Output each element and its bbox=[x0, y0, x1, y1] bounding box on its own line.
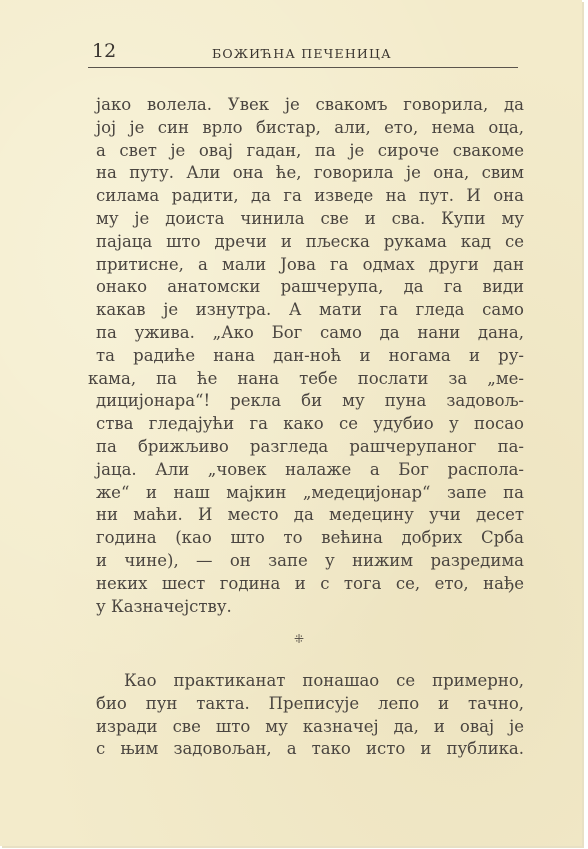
text-line: та радиће нана дан-ноћ и ногама и ру- bbox=[96, 345, 524, 365]
text-line: у Казначејству. bbox=[96, 596, 232, 616]
text-line: неких шест година и с тога се, ето, нађе bbox=[96, 573, 524, 593]
text-line: притисне, а мали Јова га одмах други дан bbox=[96, 254, 524, 274]
text-line: јако волела. Увек је свакомъ говорила, да bbox=[96, 95, 524, 114]
text-line: па брижљиво разгледа рашчерупаног па- bbox=[96, 436, 524, 456]
paragraph-1 bbox=[88, 94, 524, 618]
text-line: јој је син врло бистар, али, ето, нема оца, bbox=[96, 117, 524, 137]
text-line: био пун такта. Преписује лепо и тачно, bbox=[96, 693, 524, 713]
text-line: изради све што му казначеј да, и овај је bbox=[96, 716, 524, 736]
running-title: БОЖИЋНА ПЕЧЕНИЦА bbox=[212, 46, 392, 61]
text-line: и чине), — он запе у нижим разредима bbox=[96, 550, 524, 570]
text-line: јаца. Али „човек налаже а Бог распола- bbox=[96, 459, 524, 479]
text-line: с њим задовољан, а тако исто и публика. bbox=[96, 739, 524, 759]
section-separator-ornament: ⁜ bbox=[294, 632, 305, 646]
text-line: година (као што то већина добрих Срба bbox=[96, 528, 524, 548]
header-rule bbox=[88, 67, 518, 68]
text-line: а свет је овај гадан, па је сироче свакоме bbox=[96, 140, 524, 160]
text-line: какав је изнутра. А мати га гледа само bbox=[96, 300, 524, 320]
text-line: ни маћи. И место да медецину учи десет bbox=[96, 505, 524, 525]
page-number: 12 bbox=[92, 40, 117, 62]
text-line: же“ и наш мајкин „медецијонар“ запе па bbox=[96, 482, 524, 502]
text-line: Као практиканат понашао се примерно, bbox=[124, 671, 524, 690]
text-line: па ужива. „Ако Бог само да нани дана, bbox=[96, 322, 524, 342]
text-line: ства гледајући га како се удубио у посао bbox=[96, 414, 524, 434]
text-line: му је доиста чинила све и сва. Купи му bbox=[96, 208, 524, 228]
text-line: на путу. Али она ће, говорила је она, свим bbox=[96, 163, 524, 183]
text-line: силама радити, да га изведе на пут. И она bbox=[96, 186, 524, 206]
paragraph-2 bbox=[96, 670, 524, 761]
text-line: кама, па ће нана тебе послати за „ме- bbox=[88, 368, 524, 388]
text-line: дицијонара“! рекла би му пуна задовољ- bbox=[96, 391, 524, 411]
text-line: пајаца што дречи и пљеска рукама кад се bbox=[96, 231, 524, 251]
page-header bbox=[88, 40, 518, 68]
text-line: онако анатомски рашчерупа, да га види bbox=[96, 277, 524, 297]
